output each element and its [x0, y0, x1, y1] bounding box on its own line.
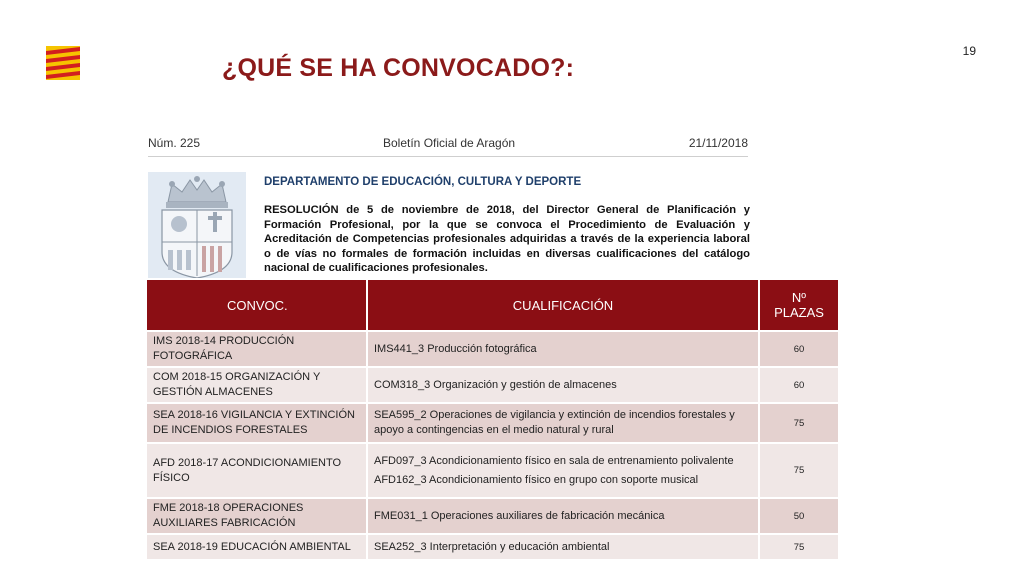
header-convoc: CONVOC. [146, 279, 367, 331]
aragon-flag-logo-icon [46, 46, 80, 80]
table-row [146, 403, 839, 443]
bulletin-date: 21/11/2018 [688, 136, 748, 150]
aragon-coat-of-arms-icon [148, 172, 246, 280]
qualification-cell [367, 367, 759, 403]
bulletin-number: Núm. 225 [148, 136, 201, 150]
qualification-item: AFD162_3 Acondicionamiento físico en grupo con soporte musical [374, 473, 699, 486]
convoc-cell: COM 2018-15 ORGANIZACIÓN Y GESTIÓN ALMACENES [146, 367, 367, 403]
plazas-cell: 75 [759, 403, 839, 443]
plazas-cell: 60 [759, 367, 839, 403]
plazas-cell: 75 [759, 443, 839, 498]
table-row [146, 331, 839, 367]
qualification-item: IMS441_3 Producción fotográfica [374, 342, 537, 355]
qualification-cell [367, 403, 759, 443]
header-plazas: Nº PLAZAS [759, 279, 839, 331]
table-row [146, 367, 839, 403]
bulletin-header [148, 134, 748, 157]
qualification-item: SEA252_3 Interpretación y educación ambiental [374, 540, 610, 553]
plazas-cell: 50 [759, 498, 839, 534]
convoc-cell: AFD 2018-17 ACONDICIONAMIENTO FÍSICO [146, 443, 367, 498]
header-cualificacion: CUALIFICACIÓN [367, 279, 759, 331]
qualification-cell [367, 443, 759, 498]
qualification-item: AFD097_3 Acondicionamiento físico en sala de entrenamiento polivalente [374, 454, 734, 467]
qualification-cell [367, 331, 759, 367]
qualification-cell [367, 498, 759, 534]
convoc-cell: IMS 2018-14 PRODUCCIÓN FOTOGRÁFICA [146, 331, 367, 367]
qualification-item: COM318_3 Organización y gestión de almacenes [374, 378, 617, 391]
qualification-item: FME031_1 Operaciones auxiliares de fabricación mecánica [374, 509, 665, 522]
department-heading: DEPARTAMENTO DE EDUCACIÓN, CULTURA Y DEPORTE [264, 176, 582, 188]
qualification-item: SEA595_2 Operaciones de vigilancia y extinción de incendios forestales y apoyo a contingencias en el medio natural y rural [374, 409, 735, 436]
convoc-cell: FME 2018-18 OPERACIONES AUXILIARES FABRICACIÓN [146, 498, 367, 534]
plazas-cell: 60 [759, 331, 839, 367]
table-header-row [146, 279, 839, 331]
table-row [146, 498, 839, 534]
slide-number: 19 [962, 44, 976, 58]
convoc-cell: SEA 2018-19 EDUCACIÓN AMBIENTAL [146, 534, 367, 560]
table-row [146, 534, 839, 560]
bulletin-publication: Boletín Oficial de Aragón [383, 136, 516, 150]
resolution-text: RESOLUCIÓN de 5 de noviembre de 2018, del Director General de Planificación y Formación Profesional, por la que se convoca el Procedimiento de Evaluación y Acreditación de Competencias profesionales adquiridas a través de la experiencia laboral o de vías no formales de formación incluidas en diversas cualificaciones del catálogo nacional de cualificaciones profesionales. [264, 204, 750, 274]
plazas-cell: 75 [759, 534, 839, 560]
table-row [146, 443, 839, 498]
convoc-cell: SEA 2018-16 VIGILANCIA Y EXTINCIÓN DE INCENDIOS FORESTALES [146, 403, 367, 443]
qualification-cell [367, 534, 759, 560]
calls-table [145, 278, 840, 561]
page-title: ¿QUÉ SE HA CONVOCADO?: [222, 54, 575, 82]
